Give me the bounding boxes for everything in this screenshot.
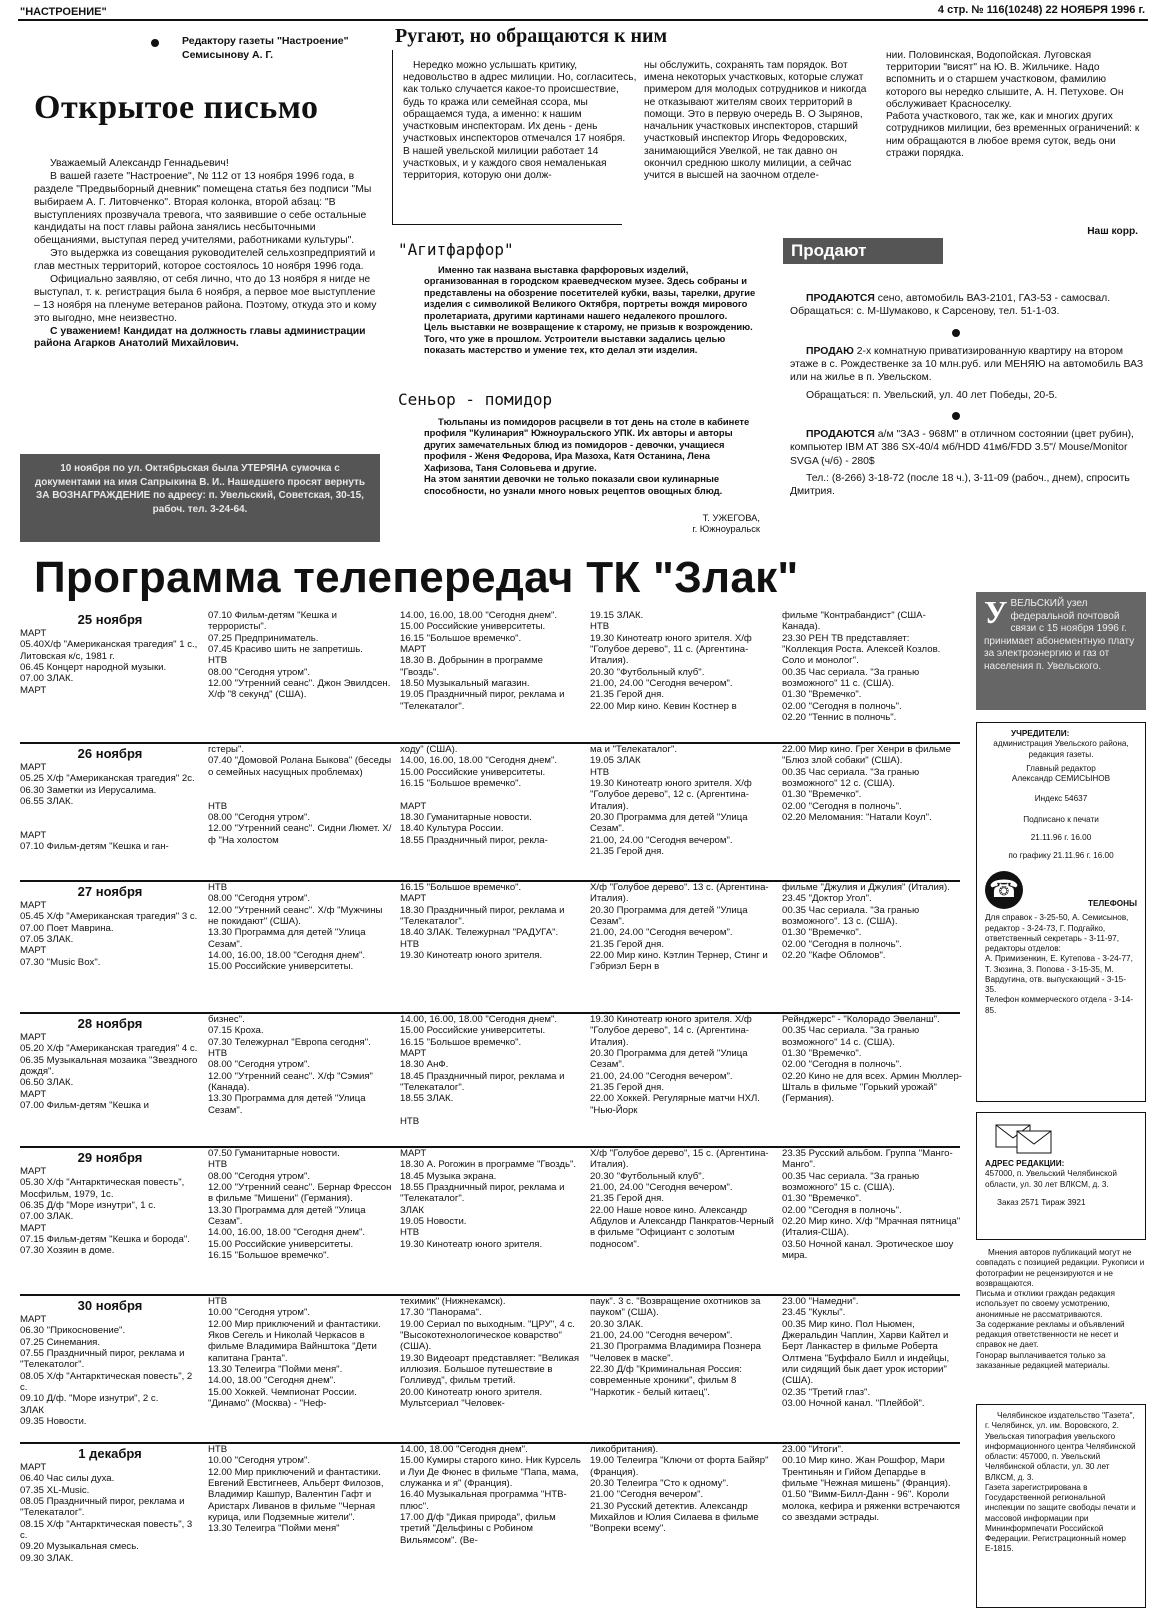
section-heading: Продают xyxy=(783,238,943,264)
tv-schedule-column: МАРТ 06.40 Час силы духа. 07.35 XL-Music. 08.05 Праздничный пирог, реклама и "Телекаталог". 08.15 Х/ф "Антарктическая повесть", 3 с. 09.20 Музыкальная смесь. 09.30 ЗЛАК. xyxy=(20,1462,193,1564)
article-title: Ругают, но обращаются к ним xyxy=(395,25,668,47)
article-body: Тюльпаны из помидоров расцвели в тот день на столе в кабинете профиля "Кулинария" Южноуральского УПК. Их авторы и авторы других замечательных блюд из помидоров - девочки, учащиеся профиля - Женя Федорова, Ира Мазоха, Катя Останина, Лена Хафизова, Таня Соловьева и другие. На этом занятии девочки не только показали свои кулинарные способности, но узнали много новых рецептов овощных блюд. xyxy=(424,416,750,496)
tv-schedule-column: 14.00, 16.00, 18.00 "Сегодня днем". 15.00 Российские университеты. 16.15 "Большое времечко". МАРТ 18.30 АнФ. 18.45 Праздничный пирог, реклама и "Телекаталог". 18.55 ЗЛАК. НТВ xyxy=(400,1014,565,1127)
tv-schedule-column: 23.00 "Намедни". 23.45 "Куклы". 00.35 Мир кино. Пол Ньюмен, Джеральдин Чаплин, Харви Кайтел и Берт Ланкастер в фильме Роберта Олтмена "Буффало Билл и индейцы, или сидящий бык дает урок истории" (США). 02.35 "Третий глаз". 03.00 Ночной канал. "Плейбой". xyxy=(782,1296,950,1409)
tv-day-heading: 28 ноября xyxy=(77,1016,143,1031)
paper-name: "НАСТРОЕНИЕ" xyxy=(20,6,107,18)
article-signature: Наш корр. xyxy=(1087,226,1138,237)
tv-day-heading: 26 ноября xyxy=(77,746,143,761)
tv-schedule-column: ходу" (США). 14.00, 16.00, 18.00 "Сегодня днем". 15.00 Российские университеты. 16.15 "Большое времечко". МАРТ 18.30 Гуманитарные новости. 18.40 Культура России. 18.55 Праздничный пирог, рекла- xyxy=(400,744,558,846)
article-column: нии. Половинская, Водопойская. Луговская территории "висят" на Ю. В. Жильчике. Надо вспомнить и о старшем участковом, фамилию которого вы нередко слышите, А. Н. Петухове. Он обслуживает Красноселку. Работа участкового, так же, как и многих других сотрудников милиции, без временных ограничений: к ним обращаются в любое время суток, ведь они стражи порядка. xyxy=(886,50,1140,159)
tv-schedule-column: фильме "Контрабандист" (США-Канада). 23.30 РЕН ТВ представляет: "Коллекция Роста. Алексей Козлов. Соло и монолог". 00.35 Час сериала. "За гранью возможного" 11 с. (США). 01.30 "Времечко". 02.00 "Сегодня в полночь". 02.20 "Теннис в полночь". xyxy=(782,610,941,723)
letter-addressee: Редактору газеты "Настроение" Семисынову А. Г. xyxy=(182,35,349,62)
founders-text: администрация Увельского района, редакция газеты. xyxy=(993,739,1129,759)
ad-item xyxy=(790,428,1144,468)
tv-schedule-column: 23.00 "Итоги". 00.10 Мир кино. Жан Рошфор, Мари Трентиньян и Гийом Депардье в фильме "Нежная мишень" (Франция). 01.50 "Вимм-Билл-Данн - 96". Короли молока, кефира и ряженки встречаются со звездами эстрады. xyxy=(782,1444,960,1523)
ad-contact: Обращаться: п. Увельский, ул. 40 лет Победы, 20-5. xyxy=(806,389,1058,401)
tv-schedule-column: МАРТ 05.30 Х/ф "Антарктическая повесть", Мосфильм, 1979, 1с. 06.35 Д/ф "Море изнутри", 1 с. 07.00 ЗЛАК. МАРТ 07.15 Фильм-детям "Кешка и борода". 07.30 Хозяин в доме. xyxy=(20,1166,190,1257)
letter-paragraph: В вашей газете "Настроение", № 112 от 13 ноября 1996 года, в разделе "Предвыборный дневник" помещена статья без подписи "Мы выбираем А. Г. Литовченко". Вторая колонка, второй абзац: "В выступлениях прозвучала тревога, что заявившие о себе остальные кандидаты на пост главы района занялись несбыточными обещаниями, выступая перед учителями, работниками культуры". xyxy=(34,170,372,247)
subscription-index: Индекс 54637 xyxy=(1034,794,1088,804)
tv-schedule-column: 07.50 Гуманитарные новости. НТВ 08.00 "Сегодня утром". 12.00 "Утренний сеанс". Бернар Фрессон в фильме "Мишени" (Германия). 13.30 Программа для детей "Улица Сезам". 14.00, 16.00, 18.00 "Сегодня днем". 15.00 Российские университеты. 16.15 "Большое времечко". xyxy=(208,1148,392,1261)
letter-salutation: Уважаемый Александр Геннадьевич! xyxy=(50,158,229,169)
tv-schedule-column: гстеры". 07.40 "Домовой Ролана Быкова" (беседы о семейных насущных проблемах) НТВ 08.00 "Сегодня утром". 12.00 "Утренний сеанс". Сидни Люмет. Х/ф "На холостом xyxy=(208,744,392,846)
letter-paragraph: Это выдержка из совещания руководителей сельхозпредприятий и глав местных территорий, которое состоялось 10 ноября 1996 года. xyxy=(34,248,376,273)
phones-title: ТЕЛЕФОНЫ xyxy=(1088,899,1137,908)
ad-text: а/м "ЗАЗ - 968М" в отличном состоянии (цвет рубин), компьютер IBM AT 386 SX-40/4 мб/HDD 41м6/FDD 3.5"/ Mouse/Monitor SVGA (ч/б) - 280$ xyxy=(790,428,1134,467)
tv-schedule-column: МАРТ 06.30 "Прикосновение". 07.25 Синемания. 07.55 Праздничный пирог, реклама и "Телекатолог". 08.05 Х/ф "Антарктическая повесть", 2 с. 09.10 Д/ф. "Море изнутри", 2 с. ЗЛАК 09.35 Новости. xyxy=(20,1314,193,1427)
letter-title: Открытое письмо xyxy=(34,89,319,126)
tv-schedule-column: ликобритания). 19.00 Телеигра "Ключи от форта Байяр" (Франция). 20.30 Телеигра "Сто к одному". 21.00 "Сегодня вечером". 21.30 Русский детектив. Александр Михайлов и Юлия Силаева в фильме "Вопреки всему". xyxy=(590,1444,769,1535)
tv-schedule-column: ма и "Телекаталог". 19.05 ЗЛАК НТВ 19.30 Кинотеатр юного зрителя. Х/ф "Голубое дерево", 12 с. (Аргентина-Италия). 20.30 Программа для детей "Улица Сезам". 21.00, 24.00 "Сегодня вечером". 21.35 Герой дня. xyxy=(590,744,752,857)
tv-schedule-column: 14.00, 18.00 "Сегодня днем". 15.00 Кумиры старого кино. Ник Курсель и Луи Де Фюнес в фильме "Папа, мама, служанка и я" (Франция). 16.40 Музыкальная программа "НТВ-плюс". 17.00 Д/ф "Дикая природа", фильм третий "Дельфины с Робином Вильямсом". (Ве- xyxy=(400,1444,581,1546)
issue-info: 4 стр. № 116(10248) 22 НОЯБРЯ 1996 г. xyxy=(937,4,1145,16)
drop-cap: У xyxy=(984,594,1008,630)
ad-item xyxy=(790,292,1144,319)
signed-label: Подписано к печати xyxy=(1023,814,1099,824)
tv-day-heading: 25 ноября xyxy=(77,612,143,627)
bullet-icon xyxy=(952,412,960,420)
tv-schedule-column: фильме "Джулия и Джулия" (Италия). 23.45 "Доктор Угол". 00.35 Час сериала. "За гранью возможного". 13 с. (США). 01.30 "Времечко". 02.00 "Сегодня в полночь". 02.20 "Кафе Обломов". xyxy=(782,882,950,961)
ad-contact: Тел.: (8-266) 3-18-72 (после 18 ч.), 3-11-09 (рабоч., днем), спросить Дмитрия. xyxy=(790,472,1130,498)
founders-box xyxy=(976,722,1146,1102)
tv-schedule-column: МАРТ 18.30 А. Рогожин в программе "Гвоздь". 18.45 Музыка экрана. 18.55 Праздничный пирог, реклама и "Телекаталог". ЗЛАК 19.05 Новости. НТВ 19.30 Кинотеатр юного зрителя. xyxy=(400,1148,577,1250)
tv-schedule-column: 19.15 ЗЛАК. НТВ 19.30 Кинотеатр юного зрителя. Х/ф "Голубое дерево", 11 с. (Аргентина-Италия). 20.30 "Футбольный клуб". 21.00, 24.00 "Сегодня вечером". 21.35 Герой дня. 22.00 Мир кино. Кевин Костнер в xyxy=(590,610,752,712)
tv-schedule-column: НТВ 08.00 "Сегодня утром". 12.00 "Утренний сеанс". Х/ф "Мужчины не покидают" (США). 13.30 Программа для детей "Улица Сезам". 14.00, 16.00, 18.00 "Сегодня днем". 15.00 Российские университеты. xyxy=(208,882,383,973)
tv-schedule-column: техимик" (Нижнекамск). 17.30 "Панорама". 19.00 Сериал по выходным. "ЦРУ", 4 с. "Высокотехнологическое коварство" (США). 19.30 Видеоарт представляет: "Великая иллюзия. Большое путешествие в Голливуд", фильм третий. 20.00 Кинотеатр юного зрителя. Мультсериал "Человек- xyxy=(400,1296,580,1409)
ad-lead: ПРОДАЮТСЯ xyxy=(806,428,875,440)
phones-header xyxy=(985,871,1137,909)
bullet-icon xyxy=(151,39,159,47)
ad-text: сено, автомобиль ВАЗ-2101, ГАЗ-53 - самосвал. Обращаться: с. М-Шумаково, к Сарсенову, тел. 51-1-03. xyxy=(790,293,1111,318)
post-office-notice xyxy=(976,592,1146,710)
tv-schedule-column: 22.00 Мир кино. Грег Хенри в фильме "Блюз злой собаки" (США). 00.35 Час сериала. "За гранью возможного" 12 с. (США). 01.30 "Времечко". 02.00 "Сегодня в полночь". 02.20 Меломания: "Натали Коул". xyxy=(782,744,951,823)
disclaimer: Мнения авторов публикаций могут не совпадать с позицией редакции. Рукописи и фотографии не рецензируются и не возвращаются. Письма и отклики граждан редакция использует по своему усмотрению, анонимные не рассматриваются. За содержание рекламы и объявлений редакция ответственности не несет и справок не дает. Гонорар выплачивается только за заказанные редакцией материалы. xyxy=(976,1248,1145,1370)
tv-schedule-column: паук". 3 с. "Возвращение охотников за пауком" (США). 20.30 ЗЛАК. 21.00, 24.00 "Сегодня вечером". 21.30 Программа Владимира Познера "Человек в маске". 22.30 Д/ф "Криминальная Россия: современные хроники", фильм 8 "Наркотик - белый китаец". xyxy=(590,1296,762,1398)
tv-schedule-column: Х/ф "Голубое дерево". 13 с. (Аргентина-Италия). 20.30 Программа для детей "Улица Сезам". 21.00, 24.00 "Сегодня вечером". 21.35 Герой дня. 22.00 Мир кино. Кэтлин Тернер, Стинг и Гэбриэл Берн в xyxy=(590,882,769,973)
tv-schedule-column: 23.35 Русский альбом. Группа "Манго-Манго". 00.35 Час сериала. "За гранью возможного" 15 с. (США). 01.30 "Времечко". 02.00 "Сегодня в полночь". 02.20 Мир кино. Х/ф "Мрачная пятница" (Италия-США). 03.50 Ночной канал. Эротическое шоу мира. xyxy=(782,1148,961,1261)
tv-schedule-column: НТВ 10.00 "Сегодня утром". 12.00 Мир приключений и фантастики. Евгений Евстигнеев, Альберт Филозов, Владимир Кашпур, Валентин Гафт и Аристарх Ливанов в фильме "Черная курица, или Подземные жители". 13.30 Телеигра "Пойми меня" xyxy=(208,1444,384,1535)
tv-day-heading: 30 ноября xyxy=(77,1298,143,1313)
tv-schedule-column: 16.15 "Большое времечко". МАРТ 18.30 Праздничный пирог, реклама и "Телекаталог". 18.40 ЗЛАК. Тележурнал "РАДУГА". НТВ 19.30 Кинотеатр юного зрителя. xyxy=(400,882,565,961)
tv-schedule-column: МАРТ 05.45 Х/ф "Американская трагедия" 3 с. 07.00 Поет Маврина. 07.05 ЗЛАК. МАРТ 07.30 "Music Box". xyxy=(20,900,198,968)
ads-block xyxy=(790,292,1144,502)
address-title: АДРЕС РЕДАКЦИИ: xyxy=(985,1159,1065,1168)
article-title: Сеньор - помидор xyxy=(398,390,553,409)
ad-lead: ПРОДАЮ xyxy=(806,345,854,357)
tv-day-heading: 27 ноября xyxy=(77,884,143,899)
tv-program-title: Программа телепередач ТК "Злак" xyxy=(34,553,799,602)
tv-schedule-column: МАРТ 05.25 Х/ф "Американская трагедия" 2с. 06.30 Заметки из Иерусалима. 06.55 ЗЛАК. МАРТ 07.10 Фильм-детям "Кешка и ган- xyxy=(20,762,195,853)
tv-day-heading: 1 декабря xyxy=(78,1446,142,1461)
printer-info: Челябинское издательство "Газета", г. Челябинск, ул. им. Воровского, 2. Увельская типография увельского информационного центра Челябинской области: 457000, п. Увельский Челябинской области, ул. 30 лет ВЛКСМ, д. 3. Газета зарегистрирована в Государственной региональной инспекции по защите свободы печати и массовой информации при Мининформпечати Российской Федерации. Регистрационный номер Е-1815. xyxy=(976,1404,1146,1608)
founders-title: УЧРЕДИТЕЛИ: xyxy=(1011,729,1070,738)
article-title: "Агитфарфор" xyxy=(398,240,514,259)
tv-day-heading: 29 ноября xyxy=(77,1150,143,1165)
order-info: Заказ 2571 Тираж 3921 xyxy=(997,1197,1086,1207)
tv-schedule-column: Х/ф "Голубое дерево", 15 с. (Аргентина-Италия). 20.30 "Футбольный клуб". 21.00, 24.00 "Сегодня вечером". 21.35 Герой дня. 22.00 Наше новое кино. Александр Абдулов и Александр Панкратов-Черный в фильме "Официант с золотым подносом". xyxy=(590,1148,774,1250)
tv-schedule-column: Рейнджерс" - "Колорадо Эвеланш". 00.35 Час сериала. "За гранью возможного" 14 с. (США). 01.30 "Времечко". 02.00 "Сегодня в полночь". 02.20 Кино не для всех. Армин Мюллер-Шталь в фильме "Горький урожай" (Германия). xyxy=(782,1014,962,1105)
envelope-icon xyxy=(995,1121,1055,1155)
article-signature: Т. УЖЕГОВА, г. Южноуральск xyxy=(692,512,760,535)
article-body: Именно так названа выставка фарфоровых изделий, организованная в городском краеведческом музее. Здесь собраны и представлены на обозрение посетителей кубки, вазы, тарелки, другие изделия с символикой Великого Октября, портреты вождя мирового пролетариата, другими картинами нашего недалекого прошлого. Цель выставки не возвращение к старому, не призыв к возрождению. Того, что уже в прошлом. Устроители выставки задались целью показать мастерство и умение тех, кто делал эти изделия. xyxy=(424,264,756,356)
signed-date: 21.11.96 г. 16.00 xyxy=(1030,832,1092,842)
tv-schedule-column: МАРТ 05.20 Х/ф "Американская трагедия" 4 с. 06.35 Музыкальная мозаика "Звездного дождя". 06.50 ЗЛАК. МАРТ 07.00 Фильм-детям "Кешка и xyxy=(20,1032,198,1111)
tv-schedule-column: бизнес". 07.15 Кроха. 07.30 Тележурнал "Европа сегодня". НТВ 08.00 "Сегодня утром". 12.00 "Утренний сеанс". Х/ф "Сэмия" (Канада). 13.30 Программа для детей "Улица Сезам". xyxy=(208,1014,373,1116)
telephone-icon: ☎ xyxy=(985,871,1023,909)
print-schedule: по графику 21.11.96 г. 16.00 xyxy=(1008,851,1114,860)
notice-text: ВЕЛЬСКИЙ узел федеральной почтовой связи с 15 ноября 1996 г. принимает абонементную плату за электроэнергию и газ от населения п. Увельского. xyxy=(984,598,1135,672)
ad-separator xyxy=(790,406,1144,428)
bullet-icon xyxy=(952,329,960,337)
tv-schedule-column: 19.30 Кинотеатр юного зрителя. Х/ф "Голубое дерево", 14 с. (Аргентина-Италия). 20.30 Программа для детей "Улица Сезам". 21.00, 24.00 "Сегодня вечером". 21.35 Герой дня. 22.00 Хоккей. Регулярные матчи НХЛ. "Нью-Йорк xyxy=(590,1014,760,1116)
article-column: ны обслужить, сохранять там порядок. Вот имена некоторых участковых, которые служат примером для молодых сотрудников и никогда не отказывают жителям своих территорий в помощи. Это в первую очередь В. О Зырянов, начальник участковых инспекторов, старший участковый инспектор Игорь Федоровских, занимающийся Увелкой, не так давно он окончил среднюю школу милиции, а сейчас учится в высшей на заочном отделе- xyxy=(644,60,867,182)
letter-paragraph: Официально заявляю, от себя лично, что до 13 ноября я нигде не выступал, т. к. регистрация была 6 ноября, а первое мое выступление – 13 ноября на пленуме ветеранов района. Поэтому, откуда это и кому это выгодно, мне неизвестно. xyxy=(34,274,377,324)
address-text: 457000, п. Увельский Челябинской области, ул. 30 лет ВЛКСМ, д. 3. xyxy=(985,1169,1117,1189)
article-column: Нередко можно услышать критику, недовольство в адрес милиции. Но, согласитесь, как только случается какое-то происшествие, будь то кража или семейная ссора, мы обращаемся туда, а именно: к нашим участковым инспекторам. Их день - день участковых инспекторов отмечался 17 ноября. В нашей увельской милиции работает 14 участковых, и у каждого своя немаленькая территория, которую они долж- xyxy=(403,60,637,182)
ad-separator xyxy=(790,323,1144,345)
tv-schedule-column: 07.10 Фильм-детям "Кешка и террористы". 07.25 Предприниматель. 07.45 Красиво шить не запретишь. НТВ 08.00 "Сегодня утром". 12.00 "Утренний сеанс". Джон Эвилдсен. Х/ф "8 секунд" (США). xyxy=(208,610,391,701)
phones-list: Для справок - 3-25-50, А. Семисынов, редактор - 3-24-73, Г. Подгайко, ответственный секретарь - 3-11-97, редакторы отделов: А. Примизенкин, Е. Кутепова - 3-24-77, Т. Зюзина, З. Попова - 3-15-35, М. Вардугина, отв. выпускающий - 3-15-35. Телефон коммерческого отдела - 3-14-85. xyxy=(985,913,1134,1015)
header-rule xyxy=(18,19,1148,21)
tv-schedule-column: МАРТ 05.40Х/ф "Американская трагедия" 1 с., Литовская к/с, 1981 г. 06.45 Концерт народной музыки. 07.00 ЗЛАК. МАРТ xyxy=(20,628,198,696)
letter-body xyxy=(34,158,378,351)
tv-schedule-column: НТВ 10.00 "Сегодня утром". 12.00 Мир приключений и фантастики. Яков Сегель и Николай Черкасов в фильме Владимира Вайнштока "Дети капитана Гранта". 13.30 Телеигра "Пойми меня". 14.00, 18.00 "Сегодня днем". 15.00 Хоккей. Чемпионат России. "Динамо" (Москва) - "Неф- xyxy=(208,1296,381,1409)
ad-item xyxy=(790,345,1144,385)
letter-signature: С уважением! Кандидат на должность главы администрации района Агарков Анатолий Михайлович. xyxy=(34,325,366,350)
address-box xyxy=(976,1112,1146,1240)
editor-in-chief: Главный редактор Александр СЕМИСЫНОВ xyxy=(1011,763,1111,783)
ad-text: 2-х комнатную приватизированную квартиру на втором этаже в с. Рождественке за 10 млн.руб. или МЕНЯЮ на автомобиль ВАЗ или на жилье в п. Увельском. xyxy=(790,345,1144,384)
tv-schedule-column: 14.00, 16.00, 18.00 "Сегодня днем". 15.00 Российские университеты. 16.15 "Большое времечко". МАРТ 18.30 В. Добрынин в программе "Гвоздь". 18.50 Музыкальный магазин. 19.05 Праздничный пирог, реклама и "Телекаталог". xyxy=(400,610,565,712)
lost-notice: 10 ноября по ул. Октябрьская была УТЕРЯНА сумочка с документами на имя Сапрыкина В. И.. Нашедшего просят вернуть ЗА ВОЗНАГРАЖДЕНИЕ по адресу: п. Увельский, Советская, 30-15, рабоч. тел. 3-24-64. xyxy=(20,454,380,542)
ad-lead: ПРОДАЮТСЯ xyxy=(806,293,875,304)
